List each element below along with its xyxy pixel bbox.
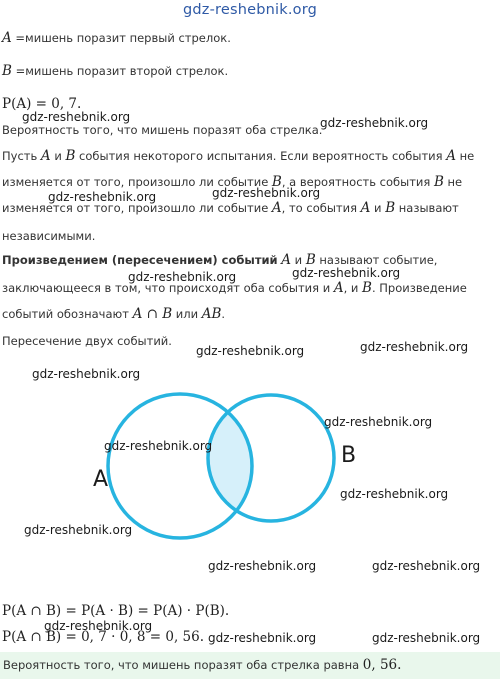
answer-box — [0, 652, 500, 679]
event-b-symbol: B — [2, 63, 12, 79]
formula-result: P(A ∩ B) = 0, 7 · 0, 8 = 0, 56. — [2, 629, 205, 645]
watermark: gdz-reshebnik.org — [128, 270, 237, 284]
watermark: gdz-reshebnik.org — [360, 340, 469, 354]
def-independent-line-4: независимыми. — [2, 229, 96, 243]
event-a-symbol: A — [2, 30, 12, 46]
venn-label-b: B — [341, 443, 357, 468]
event-b-text: =мишень поразит второй стрелок. — [11, 64, 229, 78]
venn-label-a: A — [93, 467, 109, 492]
formula-pa: P(A) = 0, 7. — [2, 96, 82, 112]
watermark: gdz-reshebnik.org — [208, 631, 317, 645]
site-header[interactable]: gdz-reshebnik.org — [182, 2, 318, 18]
watermark: gdz-reshebnik.org — [196, 344, 305, 358]
watermark: gdz-reshebnik.org — [372, 631, 481, 645]
watermark: gdz-reshebnik.org — [320, 116, 429, 130]
watermark: gdz-reshebnik.org — [32, 367, 141, 381]
def-product-line-2: заключающееся в том, что происходят оба события и A, и B. Произведение — [2, 280, 467, 296]
watermark: gdz-reshebnik.org — [372, 559, 481, 573]
question-text: Вероятность того, что мишень поразят оба стрелка. — [2, 123, 323, 137]
event-a-text: =мишень поразит первый стрелок. — [11, 31, 231, 45]
def-product-line-1: Произведением (пересечением) событий A и B называют событие, — [2, 252, 438, 268]
watermark: gdz-reshebnik.org — [24, 523, 133, 537]
watermark: gdz-reshebnik.org — [324, 415, 433, 429]
formula-product: P(A ∩ B) = P(A · B) = P(A) · P(B). — [2, 603, 230, 619]
watermark: gdz-reshebnik.org — [48, 190, 157, 204]
answer-line — [3, 657, 401, 673]
watermark: gdz-reshebnik.org — [212, 186, 321, 200]
def-independent-line-1: Пусть A и B события некоторого испытания. Если вероятность события A не — [2, 148, 475, 164]
watermark: gdz-reshebnik.org — [22, 110, 131, 124]
def-independent-line-3: изменяется от того, произошло ли событие A, то события A и B называют — [2, 200, 459, 216]
answer-text: Вероятность того, что мишень поразят оба стрелка равна — [3, 658, 363, 672]
answer-value: 0, 56. — [362, 657, 402, 673]
def-product-term: Произведением (пересечением) событий — [2, 253, 278, 267]
def-product-line-3: событий обозначают A ∩ B или AB. — [2, 306, 226, 322]
watermark: gdz-reshebnik.org — [44, 619, 153, 633]
watermark: gdz-reshebnik.org — [104, 439, 213, 453]
def-independent-line-2: изменяется от того, произошло ли событие B, а вероятность события B не — [2, 174, 463, 190]
intersection-caption: Пересечение двух событий. — [2, 334, 172, 348]
watermark: gdz-reshebnik.org — [340, 487, 449, 501]
watermark: gdz-reshebnik.org — [292, 266, 401, 280]
watermark: gdz-reshebnik.org — [208, 559, 317, 573]
